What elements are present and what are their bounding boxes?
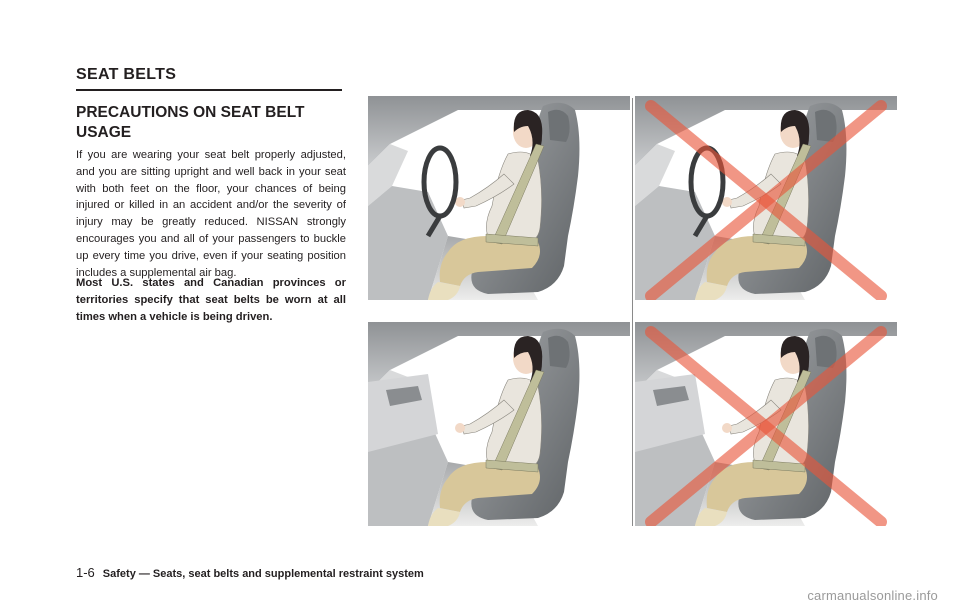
footer-title: Safety — Seats, seat belts and supplemental restraint system	[102, 568, 424, 580]
page-footer	[76, 565, 424, 580]
incorrect-driver-posture-illustration	[635, 96, 897, 300]
page-number: 1-6	[76, 565, 95, 580]
body-paragraph: If you are wearing your seat belt properly adjusted, and you are sitting upright and well back in your seat with both feet on the floor, your chances of being injured or killed in an accident and/or the severity of injury may be greatly reduced. NISSAN strongly encourages you and all of your passengers to buckle up every time you drive, even if your seating position includes a supplemental air bag.	[76, 149, 346, 279]
figure-divider	[632, 98, 633, 526]
legal-note-paragraph: Most U.S. states and Canadian provinces or territories specify that seat belts be worn at all times when a vehicle is being driven.	[76, 277, 346, 323]
section-title: SEAT BELTS	[76, 66, 177, 83]
correct-driver-posture-illustration	[368, 96, 630, 300]
correct-passenger-posture-illustration	[368, 322, 630, 526]
incorrect-passenger-posture-illustration	[635, 322, 897, 526]
section-rule	[76, 89, 342, 91]
subsection-title: PRECAUTIONS ON SEAT BELT USAGE	[76, 104, 305, 141]
watermark: carmanualsonline.info	[807, 588, 938, 603]
